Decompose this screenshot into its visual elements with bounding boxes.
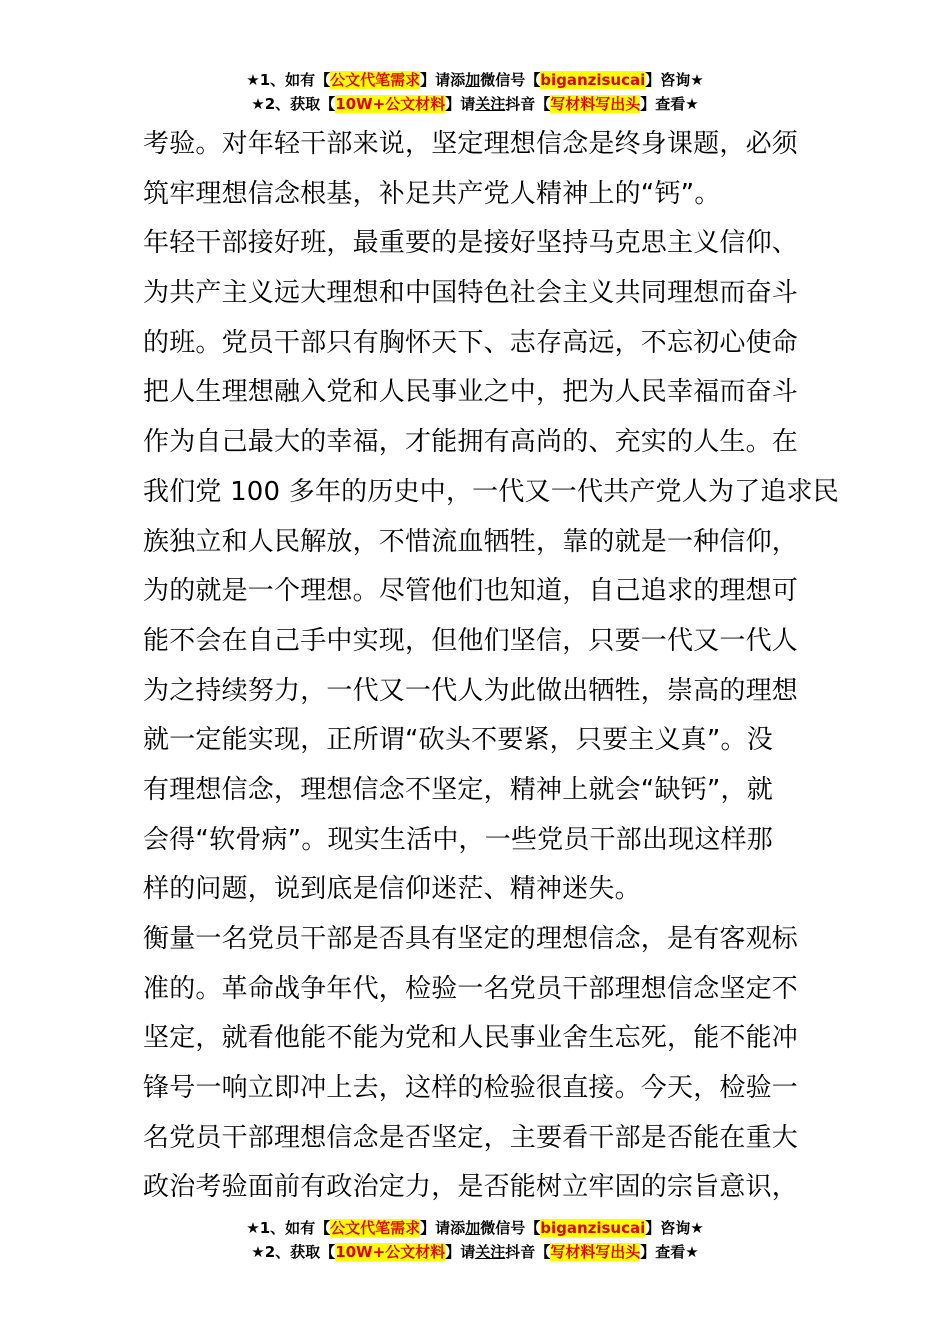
banner-underlined: 关注	[475, 95, 506, 113]
paragraph-2	[143, 219, 839, 915]
paragraph-1	[143, 120, 808, 219]
banner-text: 抖音【	[505, 1243, 551, 1261]
banner-text: 】请添	[420, 1219, 466, 1237]
banner-line-1	[0, 68, 950, 92]
text-line: 会得“软骨病”。现实生活中，一些党员干部出现这样那	[143, 824, 773, 855]
banner-text: 】咨询★	[645, 71, 704, 89]
text-line: 为之持续努力，一代又一代人为此做出牺牲，崇高的理想	[143, 675, 799, 706]
banner-text: 】查看★	[640, 1243, 699, 1261]
text-line: 政治考验面前有政治定力，是否能树立牢固的宗旨意识，	[143, 1172, 799, 1203]
banner-text: 】请添	[420, 71, 466, 89]
paragraph-3	[143, 915, 808, 1213]
text-line: 筑牢理想信念根基，补足共产党人精神上的“钙”。	[143, 178, 721, 209]
document-body	[143, 120, 839, 1213]
text-line: 坚定，就看他能不能为党和人民事业舍生忘死，能不能冲	[143, 1023, 799, 1054]
text-line: 族独立和人民解放，不惜流血牺牲，靠的就是一种信仰，	[143, 526, 799, 557]
text-line: 衡量一名党员干部是否具有坚定的理想信念，是有客观标	[143, 924, 799, 954]
banner-text: ★1、如有【	[246, 71, 331, 89]
text-line: 名党员干部理想信念是否坚定，主要看干部是否能在重大	[143, 1122, 799, 1153]
banner-highlight: 10W+公文材料	[335, 1243, 446, 1261]
banner-text: ★1、如有【	[246, 1219, 331, 1237]
banner-highlight: 10W+公文材料	[335, 95, 446, 113]
banner-text: 】咨询★	[645, 1219, 704, 1237]
banner-highlight: 公文代笔需求	[330, 1219, 421, 1237]
text-line: 为的就是一个理想。尽管他们也知道，自己追求的理想可	[143, 576, 799, 607]
text-line: 把人生理想融入党和人民事业之中，把为人民幸福而奋斗	[143, 377, 799, 408]
text-line: 我们党 100 多年的历史中，一代又一代共产党人为了追求民	[143, 476, 839, 507]
banner-douyin-id: 写材料写出头	[550, 95, 641, 113]
banner-text: 微信号【	[480, 71, 541, 89]
text-line: 就一定能实现，正所谓“砍头不要紧，只要主义真”。没	[143, 725, 773, 756]
text-line: 准的。革命战争年代，检验一名党员干部理想信念坚定不	[143, 973, 799, 1004]
banner-text: ★2、获取【	[251, 95, 336, 113]
banner-line-2	[0, 1240, 950, 1264]
banner-text: 】请	[445, 95, 476, 113]
banner-underlined: 关注	[475, 1243, 506, 1261]
banner-text: ★2、获取【	[251, 1243, 336, 1261]
footer-banner	[0, 1216, 950, 1264]
banner-underlined: 加	[465, 1219, 481, 1237]
banner-wechat-id: biganzisucai	[540, 71, 646, 89]
text-line: 能不会在自己手中实现，但他们坚信，只要一代又一代人	[143, 625, 799, 656]
banner-text: 微信号【	[480, 1219, 541, 1237]
banner-text: 】查看★	[640, 95, 699, 113]
banner-underlined: 加	[465, 71, 481, 89]
banner-text: 】请	[445, 1243, 476, 1261]
text-line: 有理想信念，理想信念不坚定，精神上就会“缺钙”，就	[143, 774, 773, 805]
text-line: 作为自己最大的幸福，才能拥有高尚的、充实的人生。在	[143, 427, 799, 458]
banner-line-2	[0, 92, 950, 116]
text-line: 样的问题，说到底是信仰迷茫、精神迷失。	[143, 874, 641, 905]
text-line: 为共产主义远大理想和中国特色社会主义共同理想而奋斗	[143, 278, 799, 309]
text-line: 的班。党员干部只有胸怀天下、志存高远，不忘初心使命	[143, 327, 799, 358]
banner-line-1	[0, 1216, 950, 1240]
banner-wechat-id: biganzisucai	[540, 1219, 646, 1237]
banner-highlight: 公文代笔需求	[330, 71, 421, 89]
header-banner	[0, 68, 950, 116]
banner-text: 抖音【	[505, 95, 551, 113]
banner-douyin-id: 写材料写出头	[550, 1243, 641, 1261]
text-line: 锋号一响立即冲上去，这样的检验很直接。今天，检验一	[143, 1073, 799, 1104]
text-line: 考验。对年轻干部来说，坚定理想信念是终身课题，必须	[143, 129, 799, 159]
text-line: 年轻干部接好班，最重要的是接好坚持马克思主义信仰、	[143, 228, 799, 259]
